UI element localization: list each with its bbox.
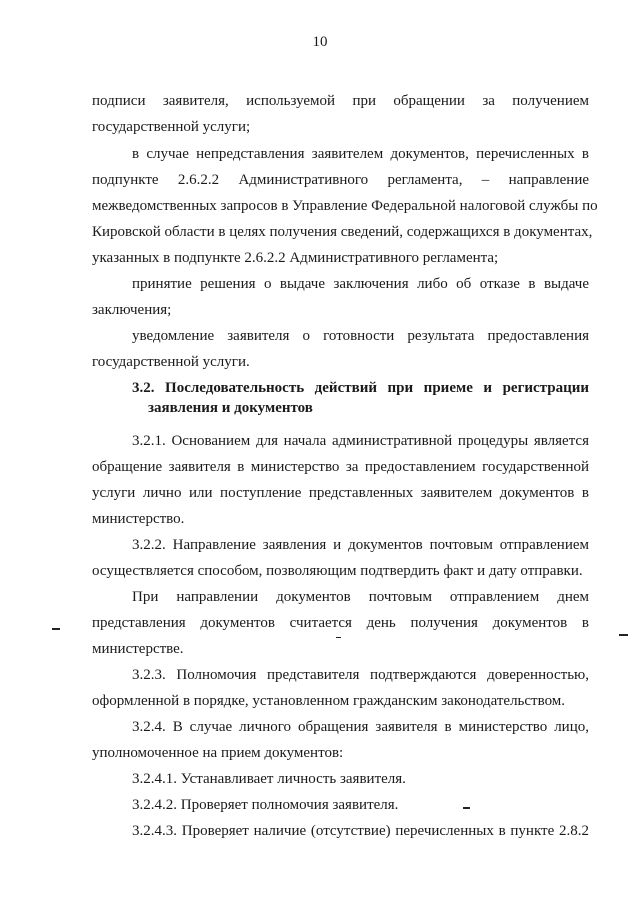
text-line: 3.2.4. В случае личного обращения заявителя в министерство лицо,: [132, 719, 589, 735]
section-heading: заявления и документов: [148, 400, 313, 416]
text-line: указанных в подпункте 2.6.2.2 Административного регламента;: [92, 250, 499, 266]
text-line: 3.2.2. Направление заявления и документов почтовым отправлением: [132, 537, 589, 553]
scan-mark: [52, 628, 60, 630]
text-line: подписи заявителя, используемой при обращении за получением: [92, 93, 589, 109]
text-line: представления документов считается день получения документов в: [92, 615, 589, 631]
text-line: министерстве.: [92, 641, 184, 657]
text-line: государственной услуги.: [92, 354, 250, 370]
text-line: При направлении документов почтовым отправлением днем: [132, 589, 589, 605]
text-line: Кировской области в целях получения сведений, содержащихся в документах,: [92, 224, 593, 240]
text-line: 3.2.4.1. Устанавливает личность заявителя.: [132, 771, 406, 787]
text-line: министерство.: [92, 511, 185, 527]
text-line: уведомление заявителя о готовности результата предоставления: [132, 328, 589, 344]
text-line: в случае непредставления заявителем документов, перечисленных в: [132, 146, 589, 162]
text-line: заключения;: [92, 302, 172, 318]
text-line: услуги лично или поступление представленных заявителем документов в: [92, 485, 589, 501]
text-line: обращение заявителя в министерство за предоставлением государственной: [92, 459, 589, 475]
text-line: межведомственных запросов в Управление Федеральной налоговой службы по: [92, 198, 598, 214]
section-heading: 3.2. Последовательность действий при приеме и регистрации: [132, 380, 589, 396]
text-line: принятие решения о выдаче заключения либо об отказе в выдаче: [132, 276, 589, 292]
text-line: 3.2.4.3. Проверяет наличие (отсутствие) перечисленных в пункте 2.8.2: [132, 823, 589, 839]
text-line: подпункте 2.6.2.2 Административного регламента, – направление: [92, 172, 589, 188]
page-number: 10: [312, 34, 328, 50]
text-line: оформленной в порядке, установленном гражданским законодательством.: [92, 693, 566, 709]
scan-mark: [463, 807, 470, 809]
text-line: 3.2.1. Основанием для начала административной процедуры является: [132, 433, 589, 449]
scan-mark: [336, 637, 341, 638]
scan-mark: [619, 634, 628, 636]
text-line: государственной услуги;: [92, 119, 251, 135]
text-line: уполномоченное на прием документов:: [92, 745, 344, 761]
text-line: осуществляется способом, позволяющим подтвердить факт и дату отправки.: [92, 563, 583, 579]
text-line: 3.2.4.2. Проверяет полномочия заявителя.: [132, 797, 399, 813]
text-line: 3.2.3. Полномочия представителя подтверждаются доверенностью,: [132, 667, 589, 683]
